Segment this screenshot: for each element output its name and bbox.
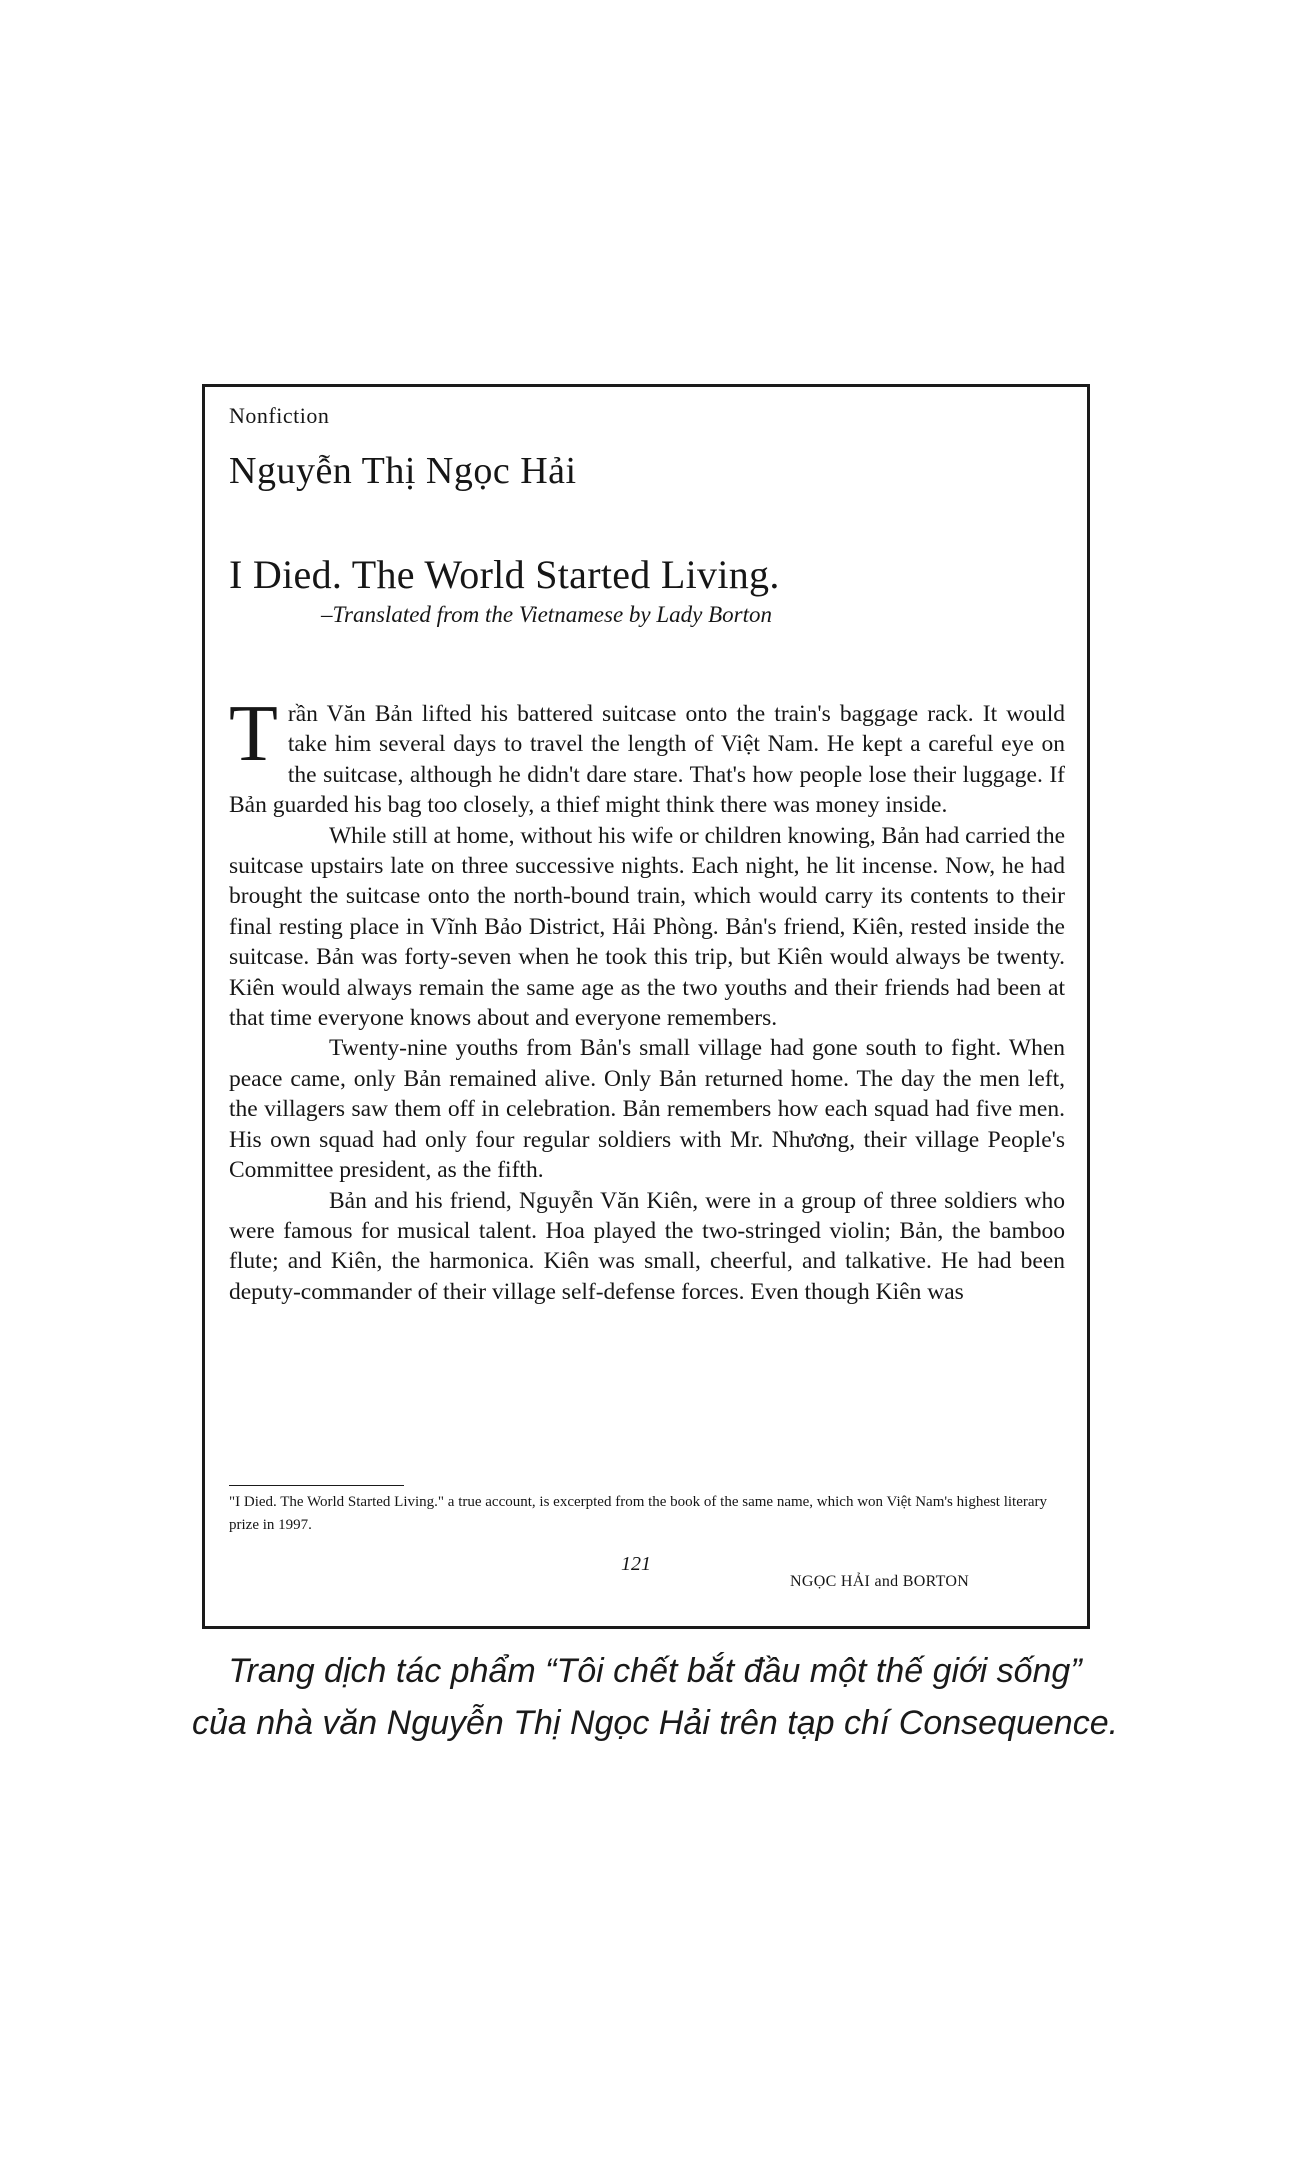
article-body bbox=[229, 690, 1065, 1307]
book-page bbox=[202, 384, 1090, 1629]
drop-cap: T bbox=[229, 690, 278, 778]
running-footer: NGỌC HẢI and BORTON bbox=[790, 1573, 970, 1590]
footnote: "I Died. The World Started Living." a true account, is excerpted from the book of the same name, which won Việt Nam's highest literary prize in 1997. bbox=[229, 1494, 1048, 1533]
paragraph-text: rần Văn Bản lifted his battered suitcase onto the train's baggage rack. It would take him several days to travel the length of Việt Nam. He kept a careful eye on the suitcase, although he didn't dare stare. That's how people lose their luggage. If Bản guarded his bag too closely, a thief might think there was money inside. bbox=[229, 701, 1065, 819]
section-label: Nonfiction bbox=[229, 403, 330, 428]
paragraph: Twenty-nine youths from Bản's small village had gone south to fight. When peace came, only Bản remained alive. Only Bản returned home. The day the men left, the villagers saw them off in celebration. Bản remembers how each squad had five men. His own squad had only four regular soldiers with Mr. Nhương, their village People's Committee president, as the fifth. bbox=[229, 1035, 1065, 1184]
footnote-divider bbox=[229, 1485, 404, 1486]
article-title: I Died. The World Started Living. bbox=[229, 552, 780, 597]
image-caption bbox=[160, 1645, 1150, 1749]
author-name: Nguyễn Thị Ngọc Hải bbox=[229, 450, 577, 492]
paragraph: Bản and his friend, Nguyễn Văn Kiên, were in a group of three soldiers who were famous for musical talent. Hoa played the two-stringed violin; Bản, the bamboo flute; and Kiên, the harmonica. Kiên was small, cheerful, and talkative. He had been deputy-commander of their village self-defense forces. Even though Kiên was bbox=[229, 1187, 1065, 1305]
paragraph: While still at home, without his wife or children knowing, Bản had carried the suitcase upstairs late on three successive nights. Each night, he lit incense. Now, he had brought the suitcase onto the north-bound train, which would carry its contents to their final resting place in Vĩnh Bảo District, Hải Phòng. Bản's friend, Kiên, rested inside the suitcase. Bản was forty-seven when he took this trip, but Kiên would always be twenty. Kiên would always remain the same age as the two youths and their friends had been at that time everyone knows about and everyone remembers. bbox=[229, 822, 1065, 1032]
page-number: 121 bbox=[621, 1553, 651, 1575]
paragraph bbox=[229, 690, 1065, 821]
translator-credit: –Translated from the Vietnamese by Lady Borton bbox=[321, 602, 773, 627]
caption-line: của nhà văn Nguyễn Thị Ngọc Hải trên tạp chí Consequence. bbox=[191, 1704, 1119, 1742]
caption-line: Trang dịch tác phẩm “Tôi chết bắt đầu một thế giới sống” bbox=[228, 1652, 1082, 1690]
